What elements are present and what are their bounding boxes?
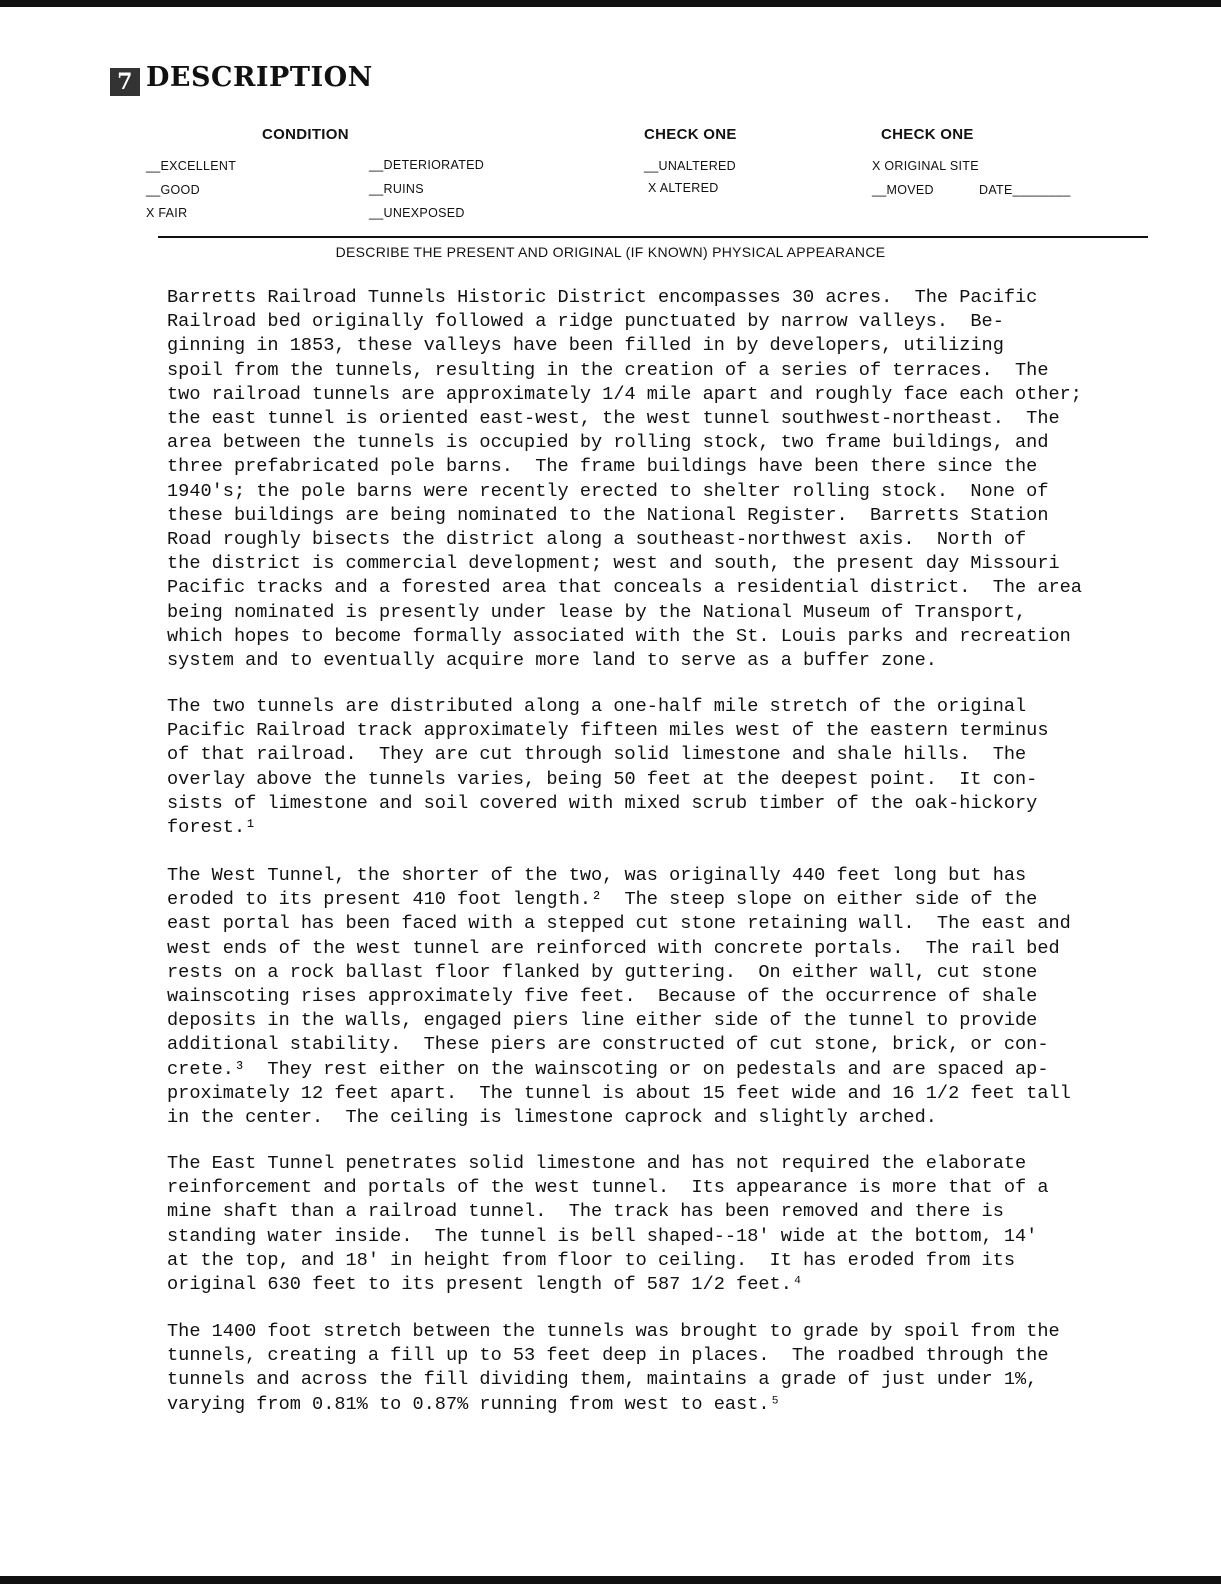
describe-subheading: DESCRIBE THE PRESENT AND ORIGINAL (IF KNOWN) PHYSICAL APPEARANCE [335, 244, 886, 260]
check-one-header-1: CHECK ONE [644, 126, 737, 143]
condition-header: CONDITION [262, 126, 349, 143]
checkbox-deteriorated: __DETERIORATED [369, 158, 485, 172]
paragraph-4: The East Tunnel penetrates solid limestone and has not required the elaborate reinforcement and portals of the west tunnel. Its appearance is more that of a mine shaft than a railroad tunnel. The track has been removed and there is standing water inside. The tunnel is bell shaped--18' wide at the bottom, 14' at the top, and 18' in height from floor to ceiling. It has eroded from its original 630 feet to its present length of 587 1/2 feet.⁴ [167, 1153, 1049, 1296]
checkbox-unaltered: __UNALTERED [644, 159, 736, 173]
divider [158, 236, 1148, 238]
checkbox-ruins: __RUINS [369, 182, 424, 196]
paragraph-5: The 1400 foot stretch between the tunnels was brought to grade by spoil from the tunnels, creating a fill up to 53 feet deep in places. The roadbed through the tunnels and across the fill dividing them, maintains a grade of just under 1%, varying from 0.81% to 0.87% running from west to east.⁵ [167, 1321, 1060, 1415]
section-title-text: DESCRIPTION [146, 62, 373, 93]
checkbox-excellent: __EXCELLENT [146, 159, 237, 173]
checkbox-original-site: X ORIGINAL SITE [872, 159, 979, 173]
checkbox-altered: X ALTERED [648, 181, 719, 195]
date-field: DATE________ [979, 183, 1071, 197]
paragraph-1: Barretts Railroad Tunnels Historic District encompasses 30 acres. The Pacific Railroad bed originally followed a ridge punctuated by narrow valleys. Be- ginning in 1853, these valleys have been filled in by developers, utilizing spoil from the tunnels, resulting in the creation of a series of terraces. The two railroad tunnels are approximately 1/4 mile apart and roughly face each other; the east tunnel is oriented east-west, the west tunnel southwest-northeast. The area between the tunnels is occupied by rolling stock, two frame buildings, and three prefabricated pole barns. The frame buildings have been there since the 1940's; the pole barns were recently erected to shelter rolling stock. None of these buildings are being nominated to the National Register. Barretts Station Road roughly bisects the district along a southeast-northwest axis. North of the district is commercial development; west and south, the present day Missouri Pacific tracks and a forested area that conceals a residential district. The area being nominated is presently under lease by the National Museum of Transport, which hopes to become formally associated with the St. Louis parks and recreation system and to eventually acquire more land to serve as a buffer zone. [167, 287, 1082, 672]
checkbox-good: __GOOD [146, 183, 200, 197]
check-one-header-2: CHECK ONE [881, 126, 974, 143]
bottom-border [0, 1576, 1221, 1584]
top-border [0, 0, 1221, 7]
section-number: 7 [110, 68, 140, 96]
section-title [110, 62, 373, 96]
checkbox-moved: __MOVED [872, 183, 934, 197]
checkbox-fair: X FAIR [146, 206, 188, 220]
checkbox-unexposed: __UNEXPOSED [369, 206, 465, 220]
paragraph-3: The West Tunnel, the shorter of the two, was originally 440 feet long but has eroded to its present 410 foot length.² The steep slope on either side of the east portal has been faced with a stepped cut stone retaining wall. The east and west ends of the west tunnel are reinforced with concrete portals. The rail bed rests on a rock ballast floor flanked by guttering. On either wall, cut stone wainscoting rises approximately five feet. Because of the occurrence of shale deposits in the walls, engaged piers line either side of the tunnel to provide additional stability. These piers are constructed of cut stone, brick, or con- crete.³ They rest either on the wainscoting or on pedestals and are spaced ap- proximately 12 feet apart. The tunnel is about 15 feet wide and 16 1/2 feet tall in the center. The ceiling is limestone caprock and slightly arched. [167, 865, 1071, 1129]
paragraph-2: The two tunnels are distributed along a one-half mile stretch of the original Pacific Railroad track approximately fifteen miles west of the eastern terminus of that railroad. They are cut through solid limestone and shale hills. The overlay above the tunnels varies, being 50 feet at the deepest point. It con- sists of limestone and soil covered with mixed scrub timber of the oak-hickory forest.¹ [167, 696, 1049, 839]
